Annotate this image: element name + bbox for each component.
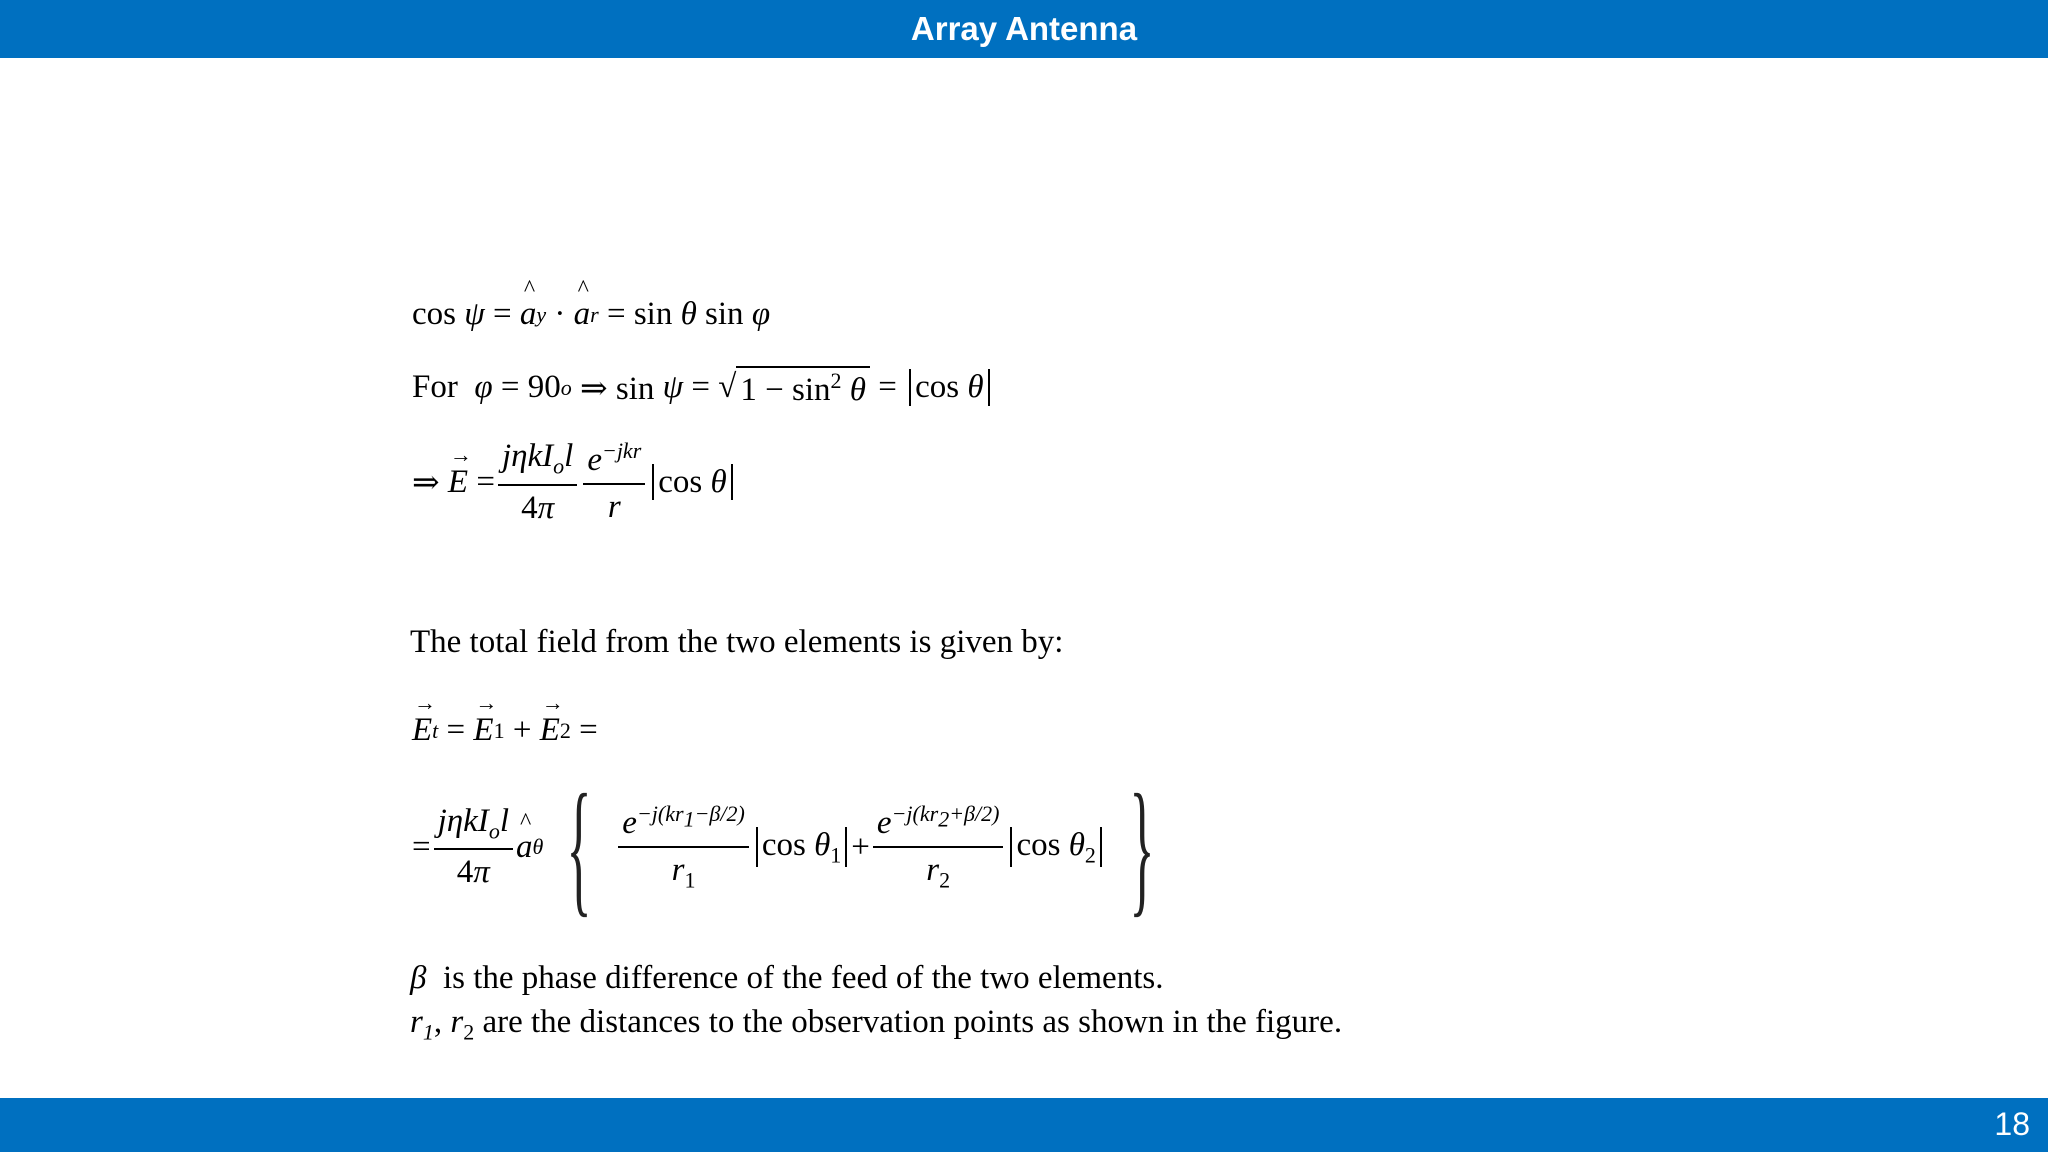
total-field-sentence: The total field from the two elements is given by:: [410, 624, 1064, 660]
equation-total-field: = $\frac{j\eta kI_ol}{4\pi}$ ^ a θ { $\frac{e^{-j(kr_1-\beta/2)}}{r_1}$ $\cos \theta_1$ + $\frac{e^{-j(kr_2+\beta/2)}}{r_2}$ $\cos \theta_2$ }: [412, 772, 1178, 922]
r-note: $r_1$, $r_2$ are the distances to the observation points as shown in the figure.: [410, 1004, 1343, 1045]
header-bar: [0, 0, 2048, 58]
footer-bar: [0, 1098, 2048, 1152]
slide-title: Array Antenna: [910, 10, 1138, 47]
beta-note: β is the phase difference of the feed of the two elements.: [410, 960, 1164, 996]
equation-for-phi: For φ = 90 o ⇒ sin ψ = √ $1 - \sin^2 \theta$ = cos θ: [412, 366, 994, 409]
page-number: 18: [1994, 1106, 2030, 1142]
equation-total-sum: → E t = → E 1 + → E 2 =: [412, 712, 598, 749]
equation-e-field: ⇒ → E = $\frac{j\eta kI_ol}{4\pi}$ $\frac{e^{-jkr}}{r}$ cos θ: [412, 438, 737, 527]
equation-cos-psi: cos ψ = ^ a y · ^ a r = sin θ sin φ: [412, 296, 770, 333]
